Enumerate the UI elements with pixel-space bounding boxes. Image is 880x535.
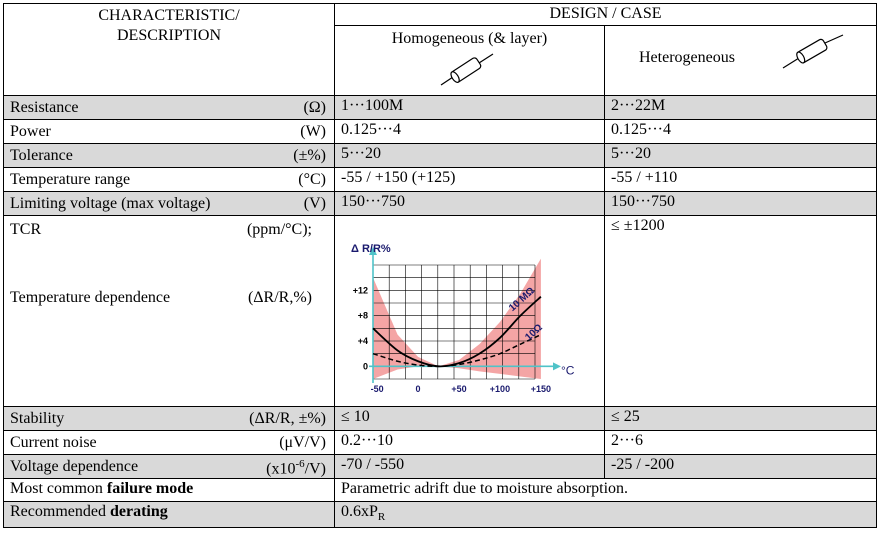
- row-name: Voltage dependence: [10, 457, 139, 475]
- table-row: [4, 431, 877, 455]
- row-unit: [266, 454, 328, 479]
- header-row-1: [4, 4, 877, 26]
- row-name: Temperature range: [10, 170, 131, 188]
- row-label-cell: [4, 455, 335, 479]
- heterogeneous-value: 5···20: [605, 144, 877, 168]
- row-name: Power: [10, 122, 51, 140]
- row-label-cell: [4, 120, 335, 144]
- homogeneous-resistor-icon: [439, 53, 495, 87]
- temp-dependence-unit: (ΔR/R,%): [247, 289, 312, 306]
- tcr-name: TCR: [10, 221, 42, 238]
- row-unit: (ΔR/R, ±%): [249, 409, 326, 427]
- heterogeneous-value: -55 / +110: [605, 168, 877, 192]
- row-unit: (±%): [293, 146, 326, 164]
- characteristic-header-line1: CHARACTERISTIC/: [98, 7, 240, 24]
- failure-mode-prefix: Most common: [10, 480, 107, 497]
- row-label-cell: [4, 431, 335, 455]
- y-tick-label: +4: [357, 336, 368, 346]
- row-label-cell: [4, 168, 335, 192]
- characteristic-header: [4, 4, 335, 96]
- failure-mode-bold: failure mode: [106, 480, 194, 497]
- row-unit: (V): [303, 194, 326, 212]
- y-tick-label: +12: [352, 285, 368, 296]
- table-row: [4, 144, 877, 168]
- tcr-unit: (ppm/°C);: [246, 221, 312, 238]
- row-label-cell: [4, 407, 335, 431]
- y-tick-label: +8: [357, 310, 368, 321]
- derating-value-sub: R: [377, 511, 386, 524]
- table-row: [4, 192, 877, 216]
- x-tick-label: +150: [530, 384, 552, 394]
- failure-mode-label: [4, 479, 335, 502]
- row-unit: (°C): [298, 170, 326, 188]
- row-unit: (Ω): [303, 98, 326, 116]
- heterogeneous-value: -25 / -200: [605, 455, 877, 479]
- unit-suffix: /V): [304, 460, 326, 478]
- row-unit: (μV/V): [279, 433, 326, 451]
- row-name: Stability: [10, 409, 65, 427]
- heterogeneous-tcr: ≤ ±1200: [605, 216, 877, 407]
- table-row: [4, 407, 877, 431]
- unit-prefix: (x10: [266, 460, 296, 478]
- derating-row: [4, 502, 877, 528]
- homogeneous-value: 0.125···4: [335, 120, 605, 144]
- homogeneous-header: [335, 25, 605, 95]
- row-unit: (W): [300, 122, 326, 140]
- homogeneous-value: 1···100M: [335, 96, 605, 120]
- table-row: [4, 120, 877, 144]
- heterogeneous-value: 2···6: [605, 431, 877, 455]
- tcr-chart: [345, 239, 590, 404]
- homogeneous-value: -55 / +150 (+125): [335, 168, 605, 192]
- row-name: Limiting voltage (max voltage): [10, 194, 211, 212]
- unit-exponent: -6: [295, 457, 305, 470]
- x-tick-label: +50: [451, 384, 467, 394]
- row-label-cell: [4, 144, 335, 168]
- resistor-spec-table: [3, 3, 877, 528]
- homogeneous-label: Homogeneous (& layer): [391, 29, 548, 47]
- derating-value-main: 0.6xP: [341, 503, 378, 520]
- homogeneous-value: -70 / -550: [335, 455, 605, 479]
- row-name: Resistance: [10, 98, 79, 116]
- y-tick-label: 0: [362, 361, 368, 372]
- heterogeneous-label: Heterogeneous: [639, 48, 735, 66]
- failure-mode-row: [4, 479, 877, 502]
- failure-mode-value: Parametric adrift due to moisture absorption.: [335, 479, 877, 502]
- row-name: Tolerance: [10, 146, 73, 164]
- derating-prefix: Recommended: [10, 503, 110, 520]
- x-axis-label: °C: [561, 363, 575, 378]
- series-label-10ohm: 10Ω: [523, 322, 545, 344]
- design-case-header: DESIGN / CASE: [335, 4, 877, 26]
- row-label-cell: [4, 192, 335, 216]
- tcr-label-cell: [4, 216, 335, 407]
- table-row: [4, 455, 877, 479]
- heterogeneous-value: ≤ 25: [605, 407, 877, 431]
- derating-bold: derating: [109, 503, 168, 520]
- characteristic-header-line2: DESCRIPTION: [116, 27, 221, 44]
- temp-dependence-name: Temperature dependence: [10, 289, 171, 306]
- heterogeneous-header: [605, 25, 877, 95]
- x-axis-arrow: [553, 362, 561, 370]
- derating-value: [335, 502, 877, 528]
- x-tick-label: -50: [370, 384, 384, 394]
- homogeneous-value: 0.2···10: [335, 431, 605, 455]
- homogeneous-value: 5···20: [335, 144, 605, 168]
- x-tick-label: 0: [415, 384, 421, 394]
- tcr-chart-cell: [335, 216, 605, 407]
- heterogeneous-value: 150···750: [605, 192, 877, 216]
- series-label-10M: 10 MΩ: [507, 285, 537, 314]
- homogeneous-value: ≤ 10: [335, 407, 605, 431]
- heterogeneous-value: 0.125···4: [605, 120, 877, 144]
- derating-label: [4, 502, 335, 528]
- homogeneous-value: 150···750: [335, 192, 605, 216]
- table-row: [4, 168, 877, 192]
- row-label-cell: [4, 96, 335, 120]
- heterogeneous-resistor-icon: [781, 34, 845, 70]
- table-row: [4, 96, 877, 120]
- tcr-row: [4, 216, 877, 407]
- y-axis-label: Δ R/R%: [351, 243, 391, 255]
- x-tick-label: +100: [489, 384, 511, 394]
- row-name: Current noise: [10, 433, 97, 451]
- heterogeneous-value: 2···22M: [605, 96, 877, 120]
